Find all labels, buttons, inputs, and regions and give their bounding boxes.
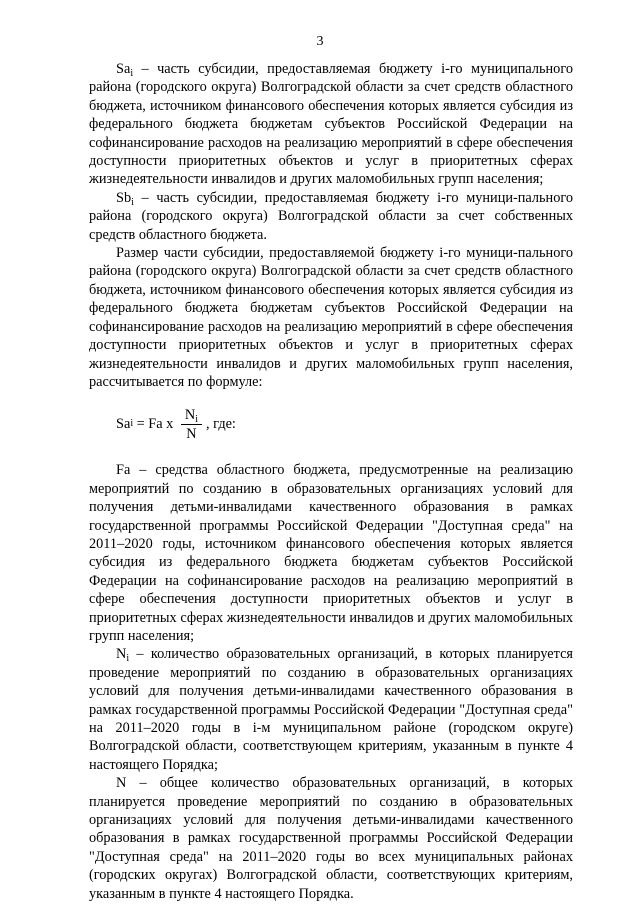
formula-numerator-symbol: N xyxy=(184,406,196,423)
formula-lhs: Sa xyxy=(116,416,131,433)
paragraph-sb-definition xyxy=(89,189,573,244)
paragraph-fa-definition: Fa – средства областного бюджета, предусмотренные на реализацию мероприятий по созданию в образовательных организациях условий для получения детьми-инвалидами качественного образования в рамках государственной программы Российской Федерации "Доступная среда" на 2011–2020 годы, источником финансового обеспечения которых является субсидия из федерального бюджета бюджетам субъектов Российской Федерации на софинансирование расходов на реализацию мероприятий в сфере обеспечения доступности приоритетных объектов и услуг в приоритетных сферах жизнедеятельности инвалидов и других маломобильных групп населения; xyxy=(89,462,573,644)
symbol-sb-subscript: i xyxy=(131,196,134,208)
paragraph-ni-text: – количество образовательных организаций, в которых планируется проведение мероприятий по созданию в образовательных организациях условий для получения детьми-инвалидами качественного образования в рамках государственной программы Российской Федерации "Доступная среда" на 2011–2020 годы в i-м муниципальном районе (городском округе) Волгоградской области, соответствующем критериям, указанным в пункте 4 настоящего Порядка; xyxy=(89,646,573,773)
formula-numerator-subscript: i xyxy=(195,413,199,425)
paragraph-n-definition: N – общее количество образовательных организаций, в которых планируется проведение мероприятий по созданию в образовательных организациях условий для получения детьми-инвалидами качественного образования в рамках государственной программы Российской Федерации "Доступная среда" на 2011–2020 годы во всех муниципальных районах (городских округах) Волгоградской области, соответствующих критериям, указанным в пункте 4 настоящего Порядка. xyxy=(89,775,573,902)
formula-tail: , где: xyxy=(206,416,236,433)
symbol-sa-subscript: i xyxy=(130,68,134,79)
paragraph-sa-definition xyxy=(89,60,573,189)
formula-equals: = Fa x xyxy=(133,416,177,433)
formula-fraction xyxy=(181,406,202,443)
formula-numerator xyxy=(181,406,202,425)
paragraph-size-calculation: Размер части субсидии, предоставляемой бюджету i-го муници-пального района (городского округа) Волгоградской области за счет средств областного бюджета, источником финансового обеспечения которых является субсидия из федерального бюджета бюджетам субъектов Российской Федерации на софинансирование расходов на реализацию мероприятий в сфере обеспечения доступности приоритетных объектов и услуг в приоритетных сферах жизнедеятельности инвалидов и других маломобильных групп населения, рассчитывается по формуле: xyxy=(89,245,573,390)
paragraph-ni-definition xyxy=(89,645,573,774)
symbol-sb: Sb xyxy=(116,189,132,206)
page-number: 3 xyxy=(316,34,324,49)
symbol-ni-subscript: i xyxy=(126,653,130,665)
paragraph-sb-text: – часть субсидии, предоставляемая бюджету i-го муници-пального района (городского округа) Волгоградской области за счет собственных средств областного бюджета. xyxy=(89,189,573,243)
symbol-ni: N xyxy=(116,646,127,663)
formula-denominator: N xyxy=(186,425,197,442)
document-body xyxy=(89,60,573,903)
symbol-sa: Sa xyxy=(116,61,131,77)
paragraph-sa-text: – часть субсидии, предоставляемая бюджету i-го муниципального района (городского округа) Волгоградской области за счет средств областного бюджета, источником финансового обеспечения которых является субсидия из федерального бюджета бюджетам субъектов Российской Федерации на софинансирование расходов на реализацию мероприятий в сфере обеспечения доступности приоритетных объектов и услуг в приоритетных сферах жизнедеятельности инвалидов и других маломобильных групп населения; xyxy=(89,61,573,188)
formula: Sa i = Fa x $\frac{N_i}{N}$ , где: xyxy=(116,406,236,442)
